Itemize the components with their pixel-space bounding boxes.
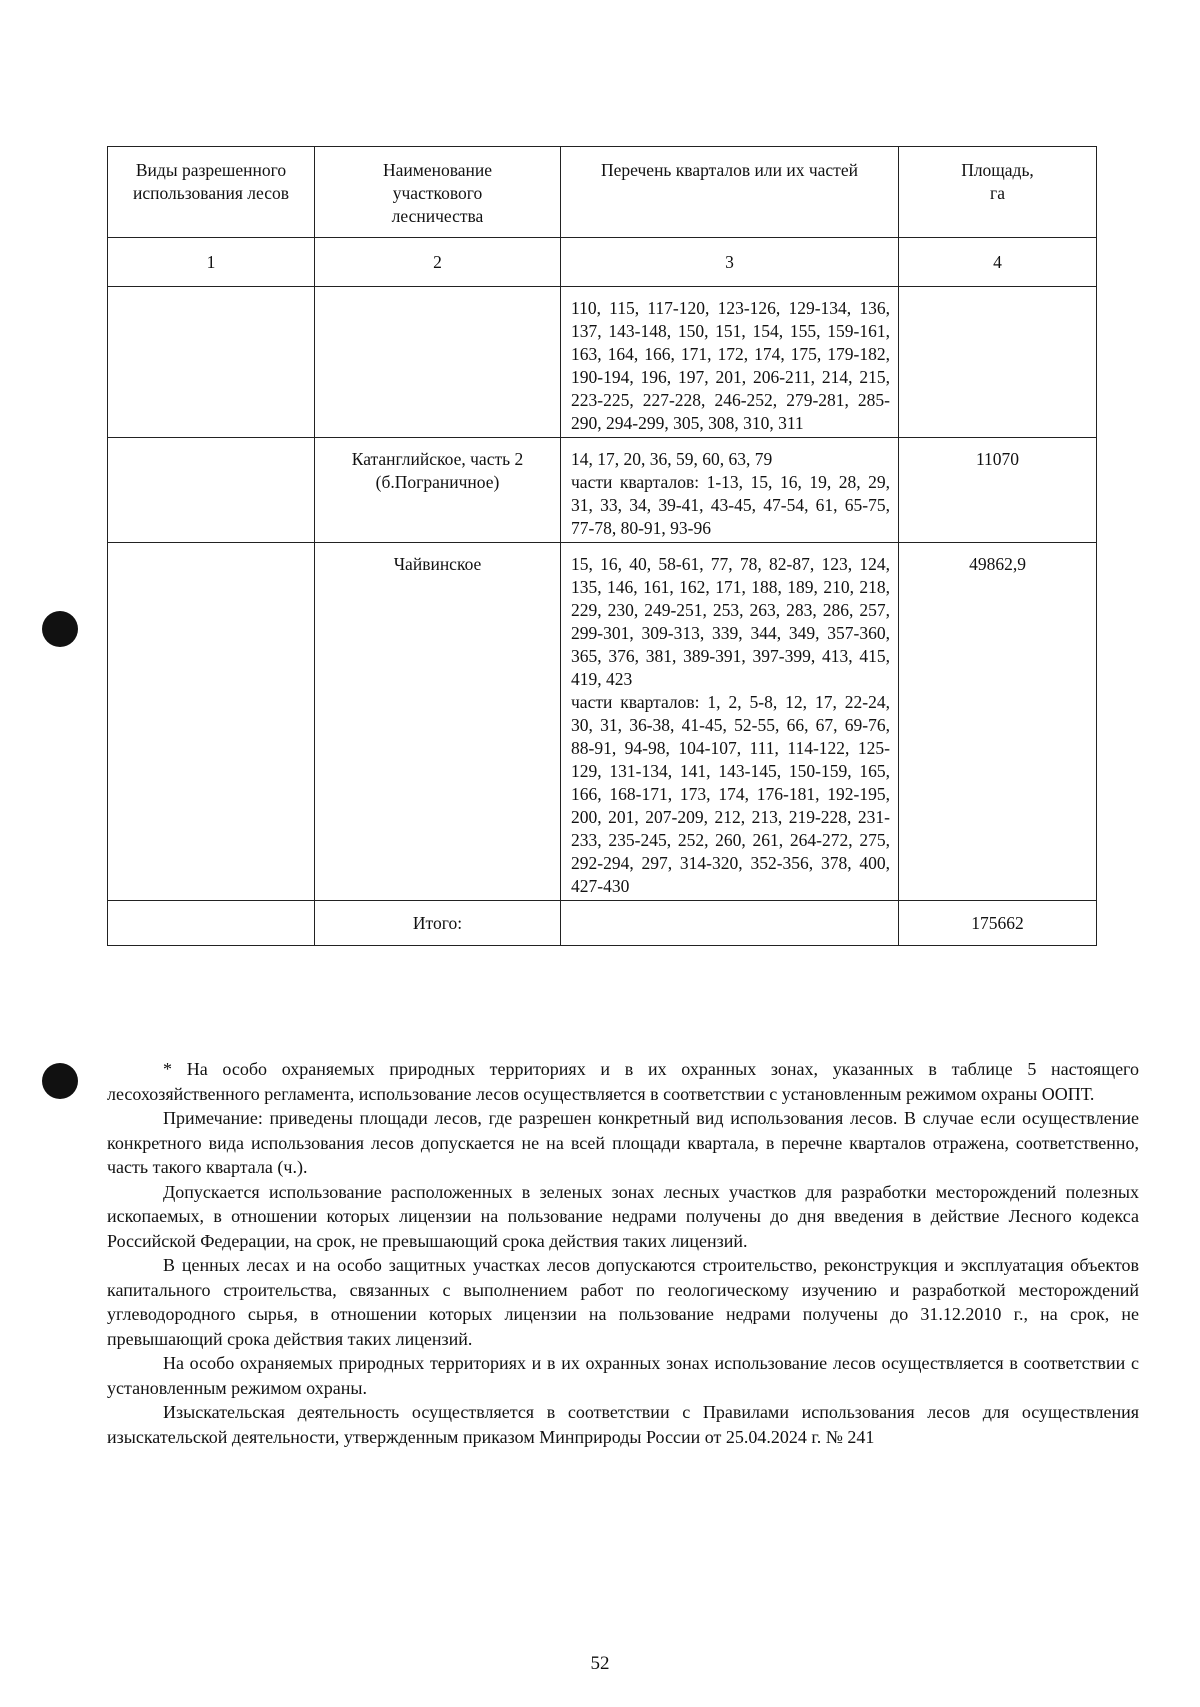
- header-use-types: Виды разрешенного использования лесов: [108, 147, 315, 238]
- use-type-cell: [108, 287, 315, 438]
- total-row: [108, 901, 1097, 946]
- header-quarters-list: Перечень кварталов или их частей: [561, 147, 899, 238]
- note-paragraph: Изыскательская деятельность осуществляется в соответствии с Правилами использования лесов для осуществления изыскательской деятельности, утвержденным приказом Минприроды России от 25.04.2024 г. № 241: [107, 1402, 1139, 1447]
- total-empty-cell: [108, 901, 315, 946]
- table-header-row: [108, 147, 1097, 238]
- quarters-list-cell: [561, 287, 899, 438]
- column-number: 1: [108, 238, 315, 287]
- quarters-list-cell: [561, 543, 899, 901]
- district-name-cell: Катанглийское, часть 2 (б.Пограничное): [315, 438, 561, 543]
- quarters-line: 15, 16, 40, 58-61, 77, 78, 82-87, 123, 124, 135, 146, 161, 162, 171, 188, 189, 210, 218, 229, 230, 249-251, 253, 263, 283, 286, 257, 299-301, 309-313, 339, 344, 349, 357-360, 365, 376, 381, 389-391, 397-399, 413, 415, 419, 423: [571, 554, 890, 689]
- table-row: [108, 287, 1097, 438]
- table-row: [108, 438, 1097, 543]
- note-paragraph: На особо охраняемых природных территориях и в их охранных зонах использование лесов осуществляется в соответствии с установленным режимом охраны.: [107, 1353, 1139, 1398]
- punch-hole-upper: [42, 611, 78, 647]
- column-number: 3: [561, 238, 899, 287]
- punch-hole-lower: [42, 1063, 78, 1099]
- note-paragraph: В ценных лесах и на особо защитных участках лесов допускаются строительство, реконструкция и эксплуатация объектов капитального строительства, связанных с выполнением работ по геологическому изучению и разработкой месторождений углеводородного сырья, в отношении которых лицензии на пользование недрами получены до 31.12.2010 г., на срок, не превышающий срока действия таких лицензий.: [107, 1255, 1139, 1349]
- quarters-line: части кварталов: 1, 2, 5-8, 12, 17, 22-24, 30, 31, 36-38, 41-45, 52-55, 66, 67, 69-76, 88-91, 94-98, 104-107, 111, 114-122, 125-129, 131-134, 141, 143-145, 150-159, 165, 166, 168-171, 173, 174, 176-181, 192-195, 200, 201, 207-209, 212, 213, 219-228, 231-233, 235-245, 252, 260, 261, 264-272, 275, 292-294, 297, 314-320, 352-356, 378, 400, 427-430: [571, 692, 890, 896]
- area-cell: 11070: [899, 438, 1097, 543]
- total-empty-cell: [561, 901, 899, 946]
- total-area: 175662: [899, 901, 1097, 946]
- notes-section: [107, 1057, 1139, 1449]
- column-number-row: [108, 238, 1097, 287]
- footnote-paragraph: * На особо охраняемых природных территориях и в их охранных зонах, указанных в таблице 5 настоящего лесохозяйственного регламента, использование лесов осуществляется в соответствии с установленным режимом охраны ООПТ.: [107, 1059, 1139, 1104]
- quarters-line: 110, 115, 117-120, 123-126, 129-134, 136, 137, 143-148, 150, 151, 154, 155, 159-161, 163, 164, 166, 171, 172, 174, 175, 179-182, 190-194, 196, 197, 201, 206-211, 214, 215, 223-225, 227-228, 246-252, 279-281, 285-290, 294-299, 305, 308, 310, 311: [571, 298, 890, 433]
- note-paragraph: Допускается использование расположенных в зеленых зонах лесных участков для разработки месторождений полезных ископаемых, в отношении которых лицензии на пользование недрами получены до дня введения в действие Лесного кодекса Российской Федерации, на срок, не превышающий срока действия таких лицензий.: [107, 1181, 1139, 1251]
- quarters-line: 14, 17, 20, 36, 59, 60, 63, 79: [571, 449, 773, 469]
- use-type-cell: [108, 543, 315, 901]
- forest-use-table: [107, 146, 1097, 946]
- quarters-list-cell: [561, 438, 899, 543]
- use-type-cell: [108, 438, 315, 543]
- area-cell: [899, 287, 1097, 438]
- header-area: Площадь, га: [899, 147, 1097, 238]
- note-paragraph: Примечание: приведены площади лесов, где разрешен конкретный вид использования лесов. В случае если осуществление конкретного вида использования лесов допускается не на всей площади квартала, в перечне кварталов отражена, соответственно, часть такого квартала (ч.).: [107, 1108, 1139, 1177]
- area-cell: 49862,9: [899, 543, 1097, 901]
- district-name-cell: Чайвинское: [315, 543, 561, 901]
- page-number: 52: [590, 1653, 610, 1674]
- table-row: [108, 543, 1097, 901]
- column-number: 4: [899, 238, 1097, 287]
- header-district-name: Наименование участкового лесничества: [315, 147, 561, 238]
- total-label: Итого:: [315, 901, 561, 946]
- column-number: 2: [315, 238, 561, 287]
- district-name-cell: [315, 287, 561, 438]
- quarters-line: части кварталов: 1-13, 15, 16, 19, 28, 29, 31, 33, 34, 39-41, 43-45, 47-54, 61, 65-75, 77-78, 80-91, 93-96: [571, 472, 890, 538]
